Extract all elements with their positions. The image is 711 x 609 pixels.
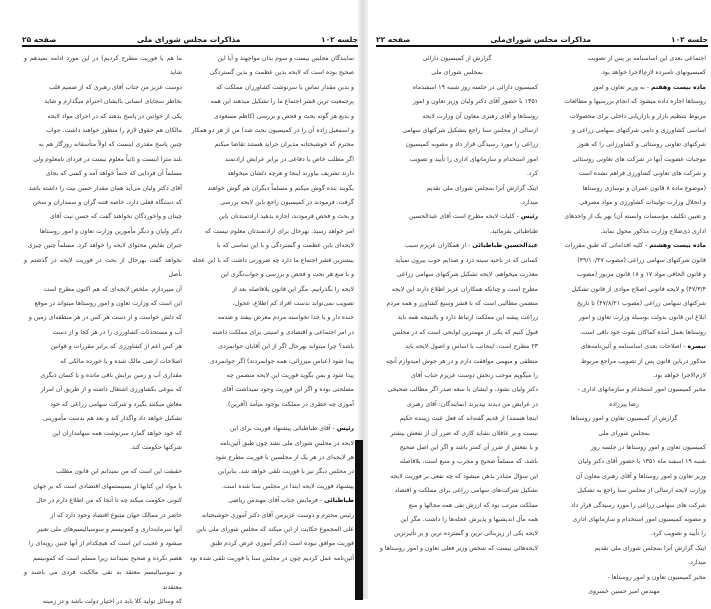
text-line: تشکیل خواهد داد واگذار کند و بعد هم بدست مأمورینی bbox=[42, 415, 182, 423]
text-line: شنبه ۱۹ اسفند ماه ۱۳۵۱ با حضور آقای دکتر ولیان bbox=[577, 458, 706, 466]
text-line: وزیر تعاون و امور روستاها و آقای رهبری معاون آن bbox=[576, 472, 706, 480]
text-line: پیدا شود (عباس میرزائی: همه جوانمردند) اگر جوانمردی bbox=[209, 357, 354, 365]
text-line: کرد. bbox=[526, 170, 538, 178]
text-line: موجبات عضویت آنها در شرکت های تعاونی روستائی bbox=[572, 155, 706, 163]
text-line: شرکتهای سهامی زراعی (مصوب ۴۷/۸/۲۱) تا تاریخ bbox=[577, 299, 706, 307]
right-page-column-right bbox=[542, 52, 706, 599]
text-line: رئیس - آقای طباطبائی پیشنهاد فوریت برای این bbox=[229, 425, 354, 433]
text-line: طباطبائی بفرمائید. bbox=[489, 227, 538, 235]
text-line: آئین‌نامه عمل کردیم چون در مجلس سنا با فوریت تلقی شده بود bbox=[189, 554, 354, 562]
text-line: شرکتهای تعاونی روستائی و کشاورزانی را که هنوز bbox=[577, 141, 706, 149]
speaker-label: رئیس bbox=[336, 425, 354, 433]
text-line: شرکتها حکومت کند. bbox=[130, 443, 182, 451]
text-line: روستاها اجازه داده میشود که انجام بررسیها و مطالعات bbox=[564, 98, 706, 106]
text-line: و سوسیالیسم معتقد به نفی مالکیت فردی می باشند و معتقدند bbox=[24, 569, 182, 591]
text-line: کمیسیون تعاون و امور روستاها در جلسه روز bbox=[590, 443, 706, 451]
text-line: در امر اجتماعی و اقتصادی و امنیتی برای مملکت داشته bbox=[212, 328, 354, 336]
text-line: ابلاغ این قانون بدولت بوسیله وزارت تعاون و امور bbox=[578, 314, 706, 322]
text-line: گزارش از کمیسیون تعاون و امور روستاها bbox=[570, 415, 678, 423]
text-line: هر کس اعم از کشاورزی که برابر مقررات و قوانین bbox=[50, 343, 182, 351]
text-line: بمجلس شورای ملی bbox=[431, 69, 483, 77]
text-line: و بدین مقدار تماس با سرنوشت کشاورزان مملکت که bbox=[216, 83, 354, 91]
right-page-column-left bbox=[376, 52, 538, 556]
text-line: و قانون الحاقی مواد ۱۷ و ۱۸ قانون مزبور (مصوب bbox=[577, 271, 706, 279]
text-line: علی المجموع حکایت از این میکند که مجلس شورای ملی باین bbox=[196, 526, 354, 533]
text-line: معذرت میخواهم. لایحه تشکیل شرکتهای سهامی زراعی bbox=[396, 271, 538, 279]
text-line: طباطبائی - فرمایش جناب آقای مهندس ریاضی bbox=[228, 497, 354, 505]
text-line: پرجمعیت ترین قشر اجتماع ما را تشکیل میدهند این همه bbox=[210, 98, 354, 106]
text-line: مخبر کمیسیون امور استخدام و سازمانهای اداری - bbox=[577, 386, 706, 394]
text-line: ارسالی از مجلس سنا راجع بتشکیل شرکتهای سهامی bbox=[402, 127, 538, 135]
speaker-label: تبصره bbox=[687, 343, 706, 351]
speaker-label: ماده بیست وهشتم bbox=[649, 242, 706, 250]
text-line: و شرکت های تعاونی کشاورزی فراهم نشده است bbox=[578, 170, 706, 178]
text-line: گرفت. فرمودند در کمیسیون راجع باین لایحه بررسی bbox=[220, 199, 354, 207]
text-line: این است که وزارت تعاون و امور روستاها میتواند در موقع bbox=[34, 299, 182, 307]
page-number: صفحه ۲۲ bbox=[376, 35, 411, 44]
text-line: رضا پیرزاده bbox=[609, 400, 639, 408]
text-line: و بحث و فحص فرمودند، اجازه بدهید ارادتمندتان باین bbox=[218, 213, 354, 221]
text-line: ۱۳۵۱ با حضور آقای دکتر ولیان وزیر تعاون و امور bbox=[413, 98, 538, 106]
text-line: مقداری آب و زمین برایش باقی مانده و یا کسان دیگری bbox=[40, 371, 182, 379]
text-line: ماده بیست وهشتم - کلیه اقداماتی که طبق مقررات bbox=[564, 242, 706, 250]
text-line: حقیقت این است که من نمیدانم این قانون مطلب bbox=[55, 468, 182, 476]
text-line: این سؤال متبادر بذهن میشود که چه نفعی بر فوریت لایحه bbox=[390, 472, 538, 480]
text-line: بخاطر سجایای انسانی باایشان احترام میگذارم و شاید bbox=[44, 98, 182, 106]
text-line: ما هم با فوریت مطرح کردیم) در این مورد ادامه نمیدهم و شاید bbox=[24, 55, 182, 77]
text-line: را تأیید و تصویب کرد. bbox=[650, 530, 706, 538]
left-page-header bbox=[22, 30, 358, 44]
text-line: که خود خواهد گمارد سرنوشت همه سهامداران این bbox=[52, 429, 182, 437]
page-number: صفحه ۲۵ bbox=[22, 35, 57, 44]
text-line: آن میپردازم. ملخص لایحه‌ای که هم اکنون مطرح است bbox=[43, 285, 182, 293]
text-line: لایحه‌هائی نیست که شخص وزیر فعلی تعاون و امور روستاها و bbox=[379, 544, 538, 552]
text-line: آقای دکتر ولیان می‌آید همان مقدار حسن نیت را داشته باشد bbox=[28, 184, 182, 192]
session-number: جلسه ۱۰۲ bbox=[671, 35, 708, 44]
text-line: جبران نقایص محتوای لایحه را خواهد کرد. مسلماً چنین چیزی bbox=[27, 242, 182, 250]
text-line: کسانی که در ناحیه سینه درد و صدایم خوب بیرون نمیآید bbox=[395, 256, 538, 264]
text-line: هضم نکرده و صحیح نمیدانند زیرا مسلم است که کمونیسم bbox=[32, 554, 182, 562]
text-line: لازم‌الاجرا خواهد بود. bbox=[652, 371, 706, 379]
speaker-label: رئیس bbox=[520, 213, 538, 221]
text-line: لایحه در مجلس شورای ملی نشد چون طبق آئین‌نامه bbox=[219, 439, 354, 447]
right-page-header bbox=[376, 30, 708, 44]
text-line: کمیسیونهای نامبرده لازم‌الاجرا خواهد بود. bbox=[600, 69, 706, 77]
text-line: مملکت مترتب بود که ارزش نفی همه مجالها و منع bbox=[408, 501, 538, 509]
text-line: (موضوع ماده ۸ قانون عمران و نوسازی روستاها bbox=[582, 184, 706, 192]
text-line: معاش میکنند بگیرد و شرکت سهامی زراعی که خود bbox=[50, 400, 182, 408]
text-line: کمیسیون دارائی در جلسه روز شنبه ۱۹ اسفندماه bbox=[412, 83, 538, 91]
text-line: لایحه‌ای باین عظمت و گستردگی و با این تماسی که با bbox=[217, 242, 354, 250]
text-line: یکی از خوانین در پاسخ بدهند که در اجرای مواد لایحه bbox=[47, 112, 182, 120]
text-line: لایحه یکی از زیربنائی ترین و گسترده ترین و پر تأثیرترین bbox=[394, 530, 538, 538]
session-number: جلسه ۱۰۲ bbox=[321, 35, 358, 44]
text-line: میدارد. bbox=[520, 199, 538, 207]
speaker-label: طباطبائی bbox=[324, 497, 354, 505]
text-line: تشکیل شرکت‌های سهامی زراعی برای مملکت و اقتصاد bbox=[394, 487, 538, 495]
text-line: مذکور درباین قانون پس از تصویب مراجع مربوط bbox=[581, 357, 706, 365]
text-line: در عرایض من دیدند بپذیرند (نمایندگان: آقای رهبری bbox=[407, 400, 538, 408]
text-line: مصلحتی بوده و اگر این فوریت وجود نمیداشت آقای bbox=[221, 386, 354, 394]
text-line: قبول کنیم که یکی از مهمترین لوایحی است که در مجلس bbox=[392, 328, 538, 336]
text-line: قانون شرکتهای سهامی زراعی (مصوب ۴۹/۱۰/۲۷) bbox=[577, 256, 706, 264]
text-line: میشود و عجیب این است که هیچکدام از آنها چنین رویه‌ای را bbox=[28, 540, 182, 548]
text-line: با مواد این کتابها از بسیستمهای اقتصادی است که بر جهان bbox=[33, 482, 182, 490]
text-line: متضمن مطالبی است که با قشر وسیع کشاورز و همه مردم bbox=[386, 299, 538, 307]
text-line: بگویند بنده گوش میکنم و مسلماً دیگران هم گوش خواهند bbox=[207, 184, 354, 192]
text-line: مالکان هم حقوق لازم را منظور خواهند داشت. جواب bbox=[46, 127, 182, 135]
text-line: باشد، که مسلماً صحیح و مجرب و متبع است، بلافاصله bbox=[399, 458, 538, 466]
text-line: مربوط بتنظیم بازار و بازاریابی داخلی برای محصولات bbox=[569, 112, 706, 120]
text-line: اینک گزارش آنرا بمجلس شورای ملی تقدیم bbox=[426, 184, 538, 192]
text-line: و انحلال وزارت تولیدات کشاورزی و مواد مصرفی bbox=[579, 199, 706, 207]
text-line: در مجلس دیگر نیز با فوریت تلقی خواهد شد. بنابراین bbox=[217, 468, 354, 476]
text-line: چنین پاسخ مقدری اینست که اولاً متأسفانه روزگار هم به bbox=[38, 141, 182, 149]
text-line: دکتر ولیان نشود، و ایشان با سعه صدر اگر مطالب صحیحی bbox=[387, 386, 538, 394]
text-line: پیدا شود و بمن بگوید فوریت این لایحه متضمن چه bbox=[226, 371, 354, 379]
text-line: نمایندگان مجلس بیست و سوم بدان مواجهند و آیا این bbox=[217, 55, 354, 62]
left-page-column-right bbox=[184, 52, 354, 566]
text-line: دکتر ولیان و دیگر مأمورین وزارت تعاون و امور روستاها bbox=[39, 227, 182, 235]
text-line: اصلاحات ارضی مالک شده و یا خورده مالکی که bbox=[60, 357, 182, 365]
text-line: و تعیین تکلیف مؤسسات وابسته آن) بهر یک از واحدهای bbox=[564, 213, 706, 221]
text-line: که دستگاه فعلی دارد، خاصه فتنه گران و سمداران و سخن bbox=[32, 199, 182, 207]
text-line: اینجا هستند) از قدیم گفته‌اند که فعل عبث زیبنده حکیم bbox=[399, 415, 538, 423]
text-line: رئیس محترم و دوست عزیزمن آقای دکتر آموزی خوشبختانه bbox=[201, 511, 354, 519]
text-line: پیشنهاد فوریت لایحه ابتدا در مجلس سنا شده است. bbox=[221, 482, 354, 490]
text-line: چینان و واخوردگان نخواهند گفت که حسن نیت آقای bbox=[49, 213, 182, 221]
left-page-column-left bbox=[24, 52, 182, 609]
text-line: مهندس امیر حسین خسروی bbox=[588, 588, 660, 596]
text-line: روستاها بعمل آمده کماکان بقوت خود باقی است. bbox=[579, 328, 706, 336]
text-line: هر لایحه‌ای در هر یک از مجلسین با فوریت مطرح شود bbox=[215, 453, 354, 461]
text-line: و با منع هر بحث و فحص و بررسی و جواب‌نگری این bbox=[220, 271, 354, 279]
text-line: و بدیع هر گونه بحث و فحص و بررسی (کاظم مسعودی bbox=[213, 112, 354, 120]
text-line: امور استخدام و سازمانهای اداری را تأیید و تصویب bbox=[409, 155, 538, 163]
paragraph-gap bbox=[184, 412, 354, 422]
speaker-label: ماده بیست وهفتم bbox=[651, 83, 706, 91]
running-title: مذاکرات مجلس شورای‌ملی bbox=[490, 35, 592, 44]
text-line: زراعی را مورد رسیدگی قرار داد و مصوبه کمیسیون bbox=[405, 141, 538, 149]
text-line: بمجلس شورای ملی bbox=[598, 429, 650, 437]
text-line: ماده بیست وهفتم - به وزیر تعاون و امور bbox=[592, 83, 706, 91]
text-line: اجتماعی بعدی این اساسنامه بر پس از تصویب bbox=[587, 55, 706, 62]
text-line: آنها سرمایه‌داری و کمونیسم و سوسیالیسم‌های ملی تعبیر bbox=[36, 526, 182, 533]
paragraph-gap bbox=[24, 455, 182, 465]
text-line: رئیس - کلیات لایحه مطرح است آقای عبدالحسین bbox=[409, 213, 538, 221]
text-line: مخبر کمیسیون تعاون و امور روستاها - bbox=[607, 573, 706, 581]
text-line: تصویب نمی‌تواند بدست افراد کم اطلاع، عجول، bbox=[232, 299, 354, 307]
text-line: باشد؟ چرا میتواند بهرحال اگر از این آقایان جوانمردی bbox=[218, 343, 354, 351]
right-page bbox=[364, 0, 711, 599]
text-line: حاضر در ممالک جهان متنوع اقتصاد وجود دارد که از bbox=[50, 511, 182, 519]
text-line: و اسمعیل زاده آن را در کمیسیون بحث شد) من از هر دو همکار bbox=[191, 127, 354, 135]
text-line: خنده دار و یا خدا نخواسته مردم مغرض بیفتد و صدمه bbox=[217, 314, 354, 322]
text-line: دوست عزیز من جناب آقای رهبری که از صمیم قلب bbox=[48, 83, 182, 91]
text-line: مسلماً آن فردایی که حتماً خواهد آمد و کسی که بجای bbox=[45, 170, 182, 178]
text-line: را میگویم موجب رنجش دوست عزیزم جناب آقای bbox=[411, 371, 538, 379]
text-line: عبدالحسین طباطبائی - از همکاران عزیزم سبب bbox=[404, 242, 538, 250]
text-line: همه مآل اندیشیها و پذیرش عجله‌ها را داشت. مگر این bbox=[400, 516, 538, 523]
text-line: امر خواهد رسید. بهرحال برای ارادتمندتان معلوم نیست که bbox=[204, 227, 354, 235]
header-rule bbox=[22, 45, 358, 47]
text-line: منطقی و مبهمی موافقت دارم و در هر جوش امیدوارم آنچه bbox=[385, 357, 538, 365]
text-line: که وسائل تولید کلا باید در اختیار دولت باشد و در زمینه bbox=[42, 598, 182, 606]
text-line: نیست و بر عاقلان نشاید کاری که ضرر آن از نفعش بیشتر bbox=[390, 429, 538, 437]
header-rule bbox=[376, 45, 708, 47]
text-line: وزارت لایحه ارسالی از مجلس سنا راجع به تشکیل bbox=[577, 487, 706, 495]
text-line: صحیح بوده است که لایحه بدین عظمت و بدین گستردگی bbox=[209, 69, 354, 77]
text-line: تبصره - اصلاحات بعدی اساسنامه و آئین‌نامه‌های bbox=[580, 343, 706, 351]
text-line: ۲۳ مطرح است. اینجانب با اساس و اصول لایحه باید bbox=[405, 343, 538, 351]
text-line: مطرح است و چنانکه همکاران عزیز اطلاع دارند این لایحه bbox=[391, 285, 538, 293]
text-line: بلند مترا اینست و ثانیاً معلوم نیست در فردای نامعلوم ولی bbox=[33, 155, 182, 163]
text-line: زراعت پیشه این مملکت ارتباط دارد و بالنتیجه همه باید bbox=[397, 314, 538, 322]
text-line: که بنوعی بکشاورزی اشتغال داشته و از طریق آن امرار bbox=[40, 386, 182, 394]
text-line: که دلش خواست و از دست هر کس در هر منطقه‌ای زمین و bbox=[28, 314, 182, 322]
running-title: مذاکرات مجلس شورای ملی bbox=[137, 35, 241, 44]
text-line: اگر مطلب خاص یا دفاعی در برابر عرایض ارادتمند bbox=[224, 155, 354, 163]
text-line: کنونی حکومت میکند چه تا آنجا که من اطلاع دارم در حال bbox=[36, 497, 182, 505]
text-line: لایحه را بگذرانیم. مگر این قانون بلافاصله بعد از bbox=[232, 285, 354, 293]
text-line: آب و مستحدثات کشاورزی را در هر کجا و از دست bbox=[52, 328, 182, 336]
text-line: اینک گزارش آنرا بمجلس شورای ملی تقدیم bbox=[594, 544, 706, 552]
text-line: میدارد. bbox=[688, 559, 706, 567]
text-line: گزارش از کمیسیون دارائی bbox=[422, 55, 492, 62]
text-line: محترم که خوشبختانه مدیران جراید هستند تقاضا میکنم bbox=[214, 141, 354, 149]
text-line: ۴۷/۳/۴) و لایحه قانونی اصلاح موادی از قانون تشکیل bbox=[571, 285, 706, 293]
text-line: بیشترین قشر اجتماع ما دارد چه ضرورتی داشت که با این عجله bbox=[192, 256, 354, 264]
text-line: و مصوبه کمیسیون امور استخدام و سازمانهای اداری bbox=[572, 516, 706, 523]
text-line: نخواهد گفت بهرحال از بحث در فوریت لایحه در گذشتم و بأصل bbox=[24, 256, 182, 279]
text-line: شرکت های سهامی زراعی را مورد رسیدگی قرار داد bbox=[571, 501, 706, 509]
text-line: روستاها و آقای رهبری معاون آن وزارت لایحه bbox=[422, 112, 538, 120]
text-line: اداری ذی‌صلاح وزارت مذکور محول نماید. bbox=[600, 227, 706, 235]
text-line: و یا نفعش از ضرر آن کمتر باشد و اگر این اصل صحیح bbox=[399, 443, 538, 451]
speaker-label: عبدالحسین طباطبائی bbox=[472, 242, 538, 250]
text-line: آموزی چه خطری در مملکت بوجود میآمد (آفرین). bbox=[226, 400, 354, 408]
text-line: فوریت موافق نبوده است (دکتر آموزی عرض کردم طبق bbox=[210, 540, 354, 548]
text-line: اساسی کشاورزی و دامی شرکتهای سهامی زراعی و bbox=[572, 127, 706, 135]
text-line: دارند تشریف بیاورند اینجا و هرچه دلشان میخواهد bbox=[227, 170, 354, 178]
